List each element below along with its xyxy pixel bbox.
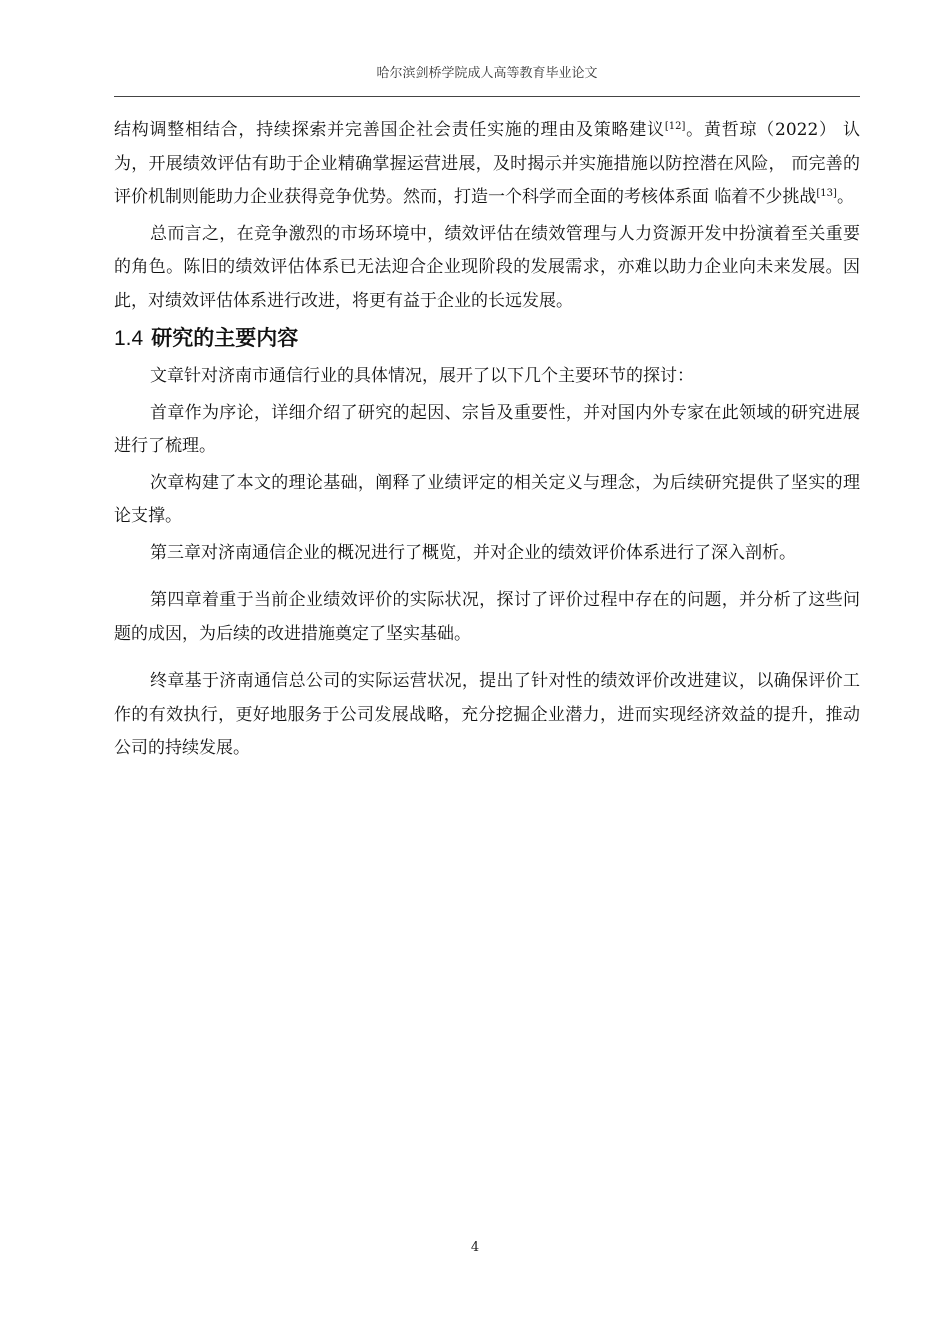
paragraph-chapter-4: 第四章着重于当前企业绩效评价的实际状况，探讨了评价过程中存在的问题，并分析了这些问题的成因，为后续的改进措施奠定了坚实基础。	[114, 590, 860, 644]
paragraph-intro: 文章针对济南市通信行业的具体情况，展开了以下几个主要环节的探讨：	[150, 366, 694, 386]
citation-12: [12]	[664, 121, 686, 132]
document-body	[114, 114, 860, 766]
page-number: 4	[470, 1240, 480, 1255]
section-heading	[114, 322, 860, 355]
paragraph-text: 。	[836, 187, 854, 207]
paragraph-chapter-2: 次章构建了本文的理论基础，阐释了业绩评定的相关定义与理念，为后续研究提供了坚实的理论支撑。	[114, 472, 860, 526]
paragraph-summary: 总而言之，在竞争激烈的市场环境中，绩效评估在绩效管理与人力资源开发中扮演着至关重要的角色。陈旧的绩效评估体系已无法迎合企业现阶段的发展需求，亦难以助力企业向未来发展。因此，对绩效评估体系进行改进，将更有益于企业的长远发展。	[114, 223, 860, 311]
page-header: 哈尔滨剑桥学院成人高等教育毕业论文	[376, 66, 598, 81]
paragraph-chapter-3: 第三章对济南通信企业的概况进行了概览，并对企业的绩效评价体系进行了深入剖析。	[150, 542, 796, 563]
section-number: 1.4	[114, 327, 144, 350]
paragraph-chapter-1: 首章作为序论，详细介绍了研究的起因、宗旨及重要性，并对国内外专家在此领域的研究进展进行了梳理。	[114, 402, 860, 456]
paragraph-text: 。黄哲琼（2022） 认为，开展绩效评估有助于企业精确掌握运营进展，及时揭示并实施措施以防控潜在风险， 而完善的评价机制则能助力企业获得竞争优势。然而，打造一个科学而全面的考核体系面 临着不少挑战	[114, 120, 861, 207]
header-divider	[114, 96, 860, 97]
paragraph-literature-review	[114, 114, 860, 215]
paragraph-chapter-5: 终章基于济南通信总公司的实际运营状况，提出了针对性的绩效评价改进建议，以确保评价工作的有效执行，更好地服务于公司发展战略，充分挖掘企业潜力，进而实现经济效益的提升，推动公司的持续发展。	[114, 671, 860, 758]
section-title: 研究的主要内容	[151, 326, 299, 350]
citation-13: [13]	[816, 188, 837, 199]
paragraph-text: 结构调整相结合，持续探索并完善国企社会责任实施的理由及策略建议	[114, 120, 665, 140]
